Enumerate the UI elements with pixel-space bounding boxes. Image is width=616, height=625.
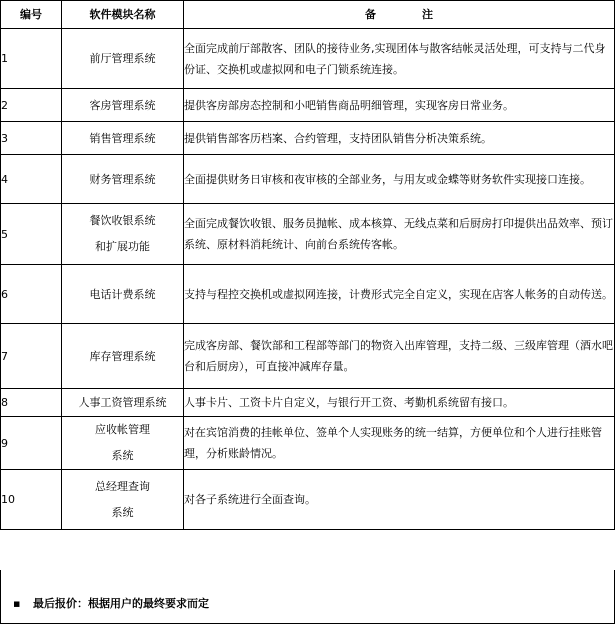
row-module-name bbox=[62, 29, 184, 89]
header-remarks-char-1: 备 bbox=[365, 8, 376, 21]
table-row bbox=[1, 324, 615, 389]
row-number: 6 bbox=[1, 265, 62, 324]
module-name-line: 和扩展功能 bbox=[95, 240, 150, 253]
table-row bbox=[1, 29, 615, 89]
table-row bbox=[1, 122, 615, 155]
row-remarks: 人事卡片、工资卡片自定义，与银行开工资、考勤机系统留有接口。 bbox=[184, 389, 615, 417]
module-name-line: 系统 bbox=[111, 505, 134, 519]
row-remarks: 完成客房部、餐饮部和工程部等部门的物资入出库管理，支持二级、三级库管理（酒水吧台和后厨房），可直接冲减库存量。 bbox=[184, 324, 615, 389]
row-number: 9 bbox=[1, 417, 62, 470]
row-number: 8 bbox=[1, 389, 62, 417]
header-remarks bbox=[184, 1, 615, 29]
row-module-name bbox=[62, 89, 184, 122]
header-number: 编号 bbox=[1, 1, 62, 29]
table-body bbox=[1, 29, 615, 530]
table-row bbox=[1, 389, 615, 417]
module-name-line: 客房管理系统 bbox=[89, 98, 156, 112]
row-remarks: 支持与程控交换机或虚拟网连接，计费形式完全自定义，实现在店客人帐务的自动传送。 bbox=[184, 265, 615, 324]
header-module-name: 软件模块名称 bbox=[62, 1, 184, 29]
module-name-line: 系统 bbox=[111, 449, 134, 462]
row-module-name bbox=[62, 265, 184, 324]
module-name-line: 电话计费系统 bbox=[89, 287, 156, 301]
row-remarks: 对各子系统进行全面查询。 bbox=[184, 470, 615, 530]
row-number: 10 bbox=[1, 470, 62, 530]
row-remarks: 提供客房部房态控制和小吧销售商品明细管理，实现客房日常业务。 bbox=[184, 89, 615, 122]
row-module-name bbox=[62, 155, 184, 204]
module-name-line: 销售管理系统 bbox=[89, 131, 156, 145]
footer-note-row bbox=[0, 570, 615, 624]
table-row bbox=[1, 204, 615, 265]
bullet-icon: ▪ bbox=[13, 597, 21, 610]
table-row bbox=[1, 155, 615, 204]
row-module-name bbox=[62, 204, 184, 265]
module-name-line: 财务管理系统 bbox=[89, 172, 156, 186]
table-row bbox=[1, 89, 615, 122]
final-quote-text: 最后报价：根据用户的最终要求而定 bbox=[33, 597, 209, 610]
final-quote-note bbox=[13, 597, 209, 611]
module-name-line: 人事工资管理系统 bbox=[78, 396, 167, 409]
row-remarks: 全面完成餐饮收银、服务员抛帐、成本核算、无线点菜和后厨房打印提供出品效率、预订系统、原材料消耗统计、向前台系统传客帐。 bbox=[184, 204, 615, 265]
row-number: 2 bbox=[1, 89, 62, 122]
row-remarks: 对在宾馆消费的挂帐单位、签单个人实现账务的统一结算，方便单位和个人进行挂账管理，分析账龄情况。 bbox=[184, 417, 615, 470]
header-remarks-char-2: 注 bbox=[422, 8, 433, 21]
row-number: 7 bbox=[1, 324, 62, 389]
module-name-line: 前厅管理系统 bbox=[89, 52, 156, 65]
row-module-name bbox=[62, 470, 184, 530]
table-header-row bbox=[1, 1, 615, 29]
table-row bbox=[1, 265, 615, 324]
row-remarks: 提供销售部客历档案、合约管理，支持团队销售分析决策系统。 bbox=[184, 122, 615, 155]
row-number: 5 bbox=[1, 204, 62, 265]
row-module-name bbox=[62, 324, 184, 389]
row-number: 3 bbox=[1, 122, 62, 155]
module-name-line: 应收帐管理 bbox=[95, 423, 150, 436]
module-name-line: 总经理查询 bbox=[95, 479, 150, 493]
row-remarks: 全面完成前厅部散客、团队的接待业务,实现团体与散客结帐灵活处理，可支持与二代身份证、交换机或虚拟网和电子门锁系统连接。 bbox=[184, 29, 615, 89]
row-number: 4 bbox=[1, 155, 62, 204]
row-module-name bbox=[62, 389, 184, 417]
row-remarks: 全面提供财务日审核和夜审核的全部业务，与用友或金蝶等财务软件实现接口连接。 bbox=[184, 155, 615, 204]
module-name-line: 餐饮收银系统 bbox=[89, 214, 156, 227]
row-number: 1 bbox=[1, 29, 62, 89]
row-module-name bbox=[62, 122, 184, 155]
module-name-line: 库存管理系统 bbox=[89, 349, 156, 363]
table-row bbox=[1, 470, 615, 530]
row-module-name bbox=[62, 417, 184, 470]
table-row bbox=[1, 417, 615, 470]
